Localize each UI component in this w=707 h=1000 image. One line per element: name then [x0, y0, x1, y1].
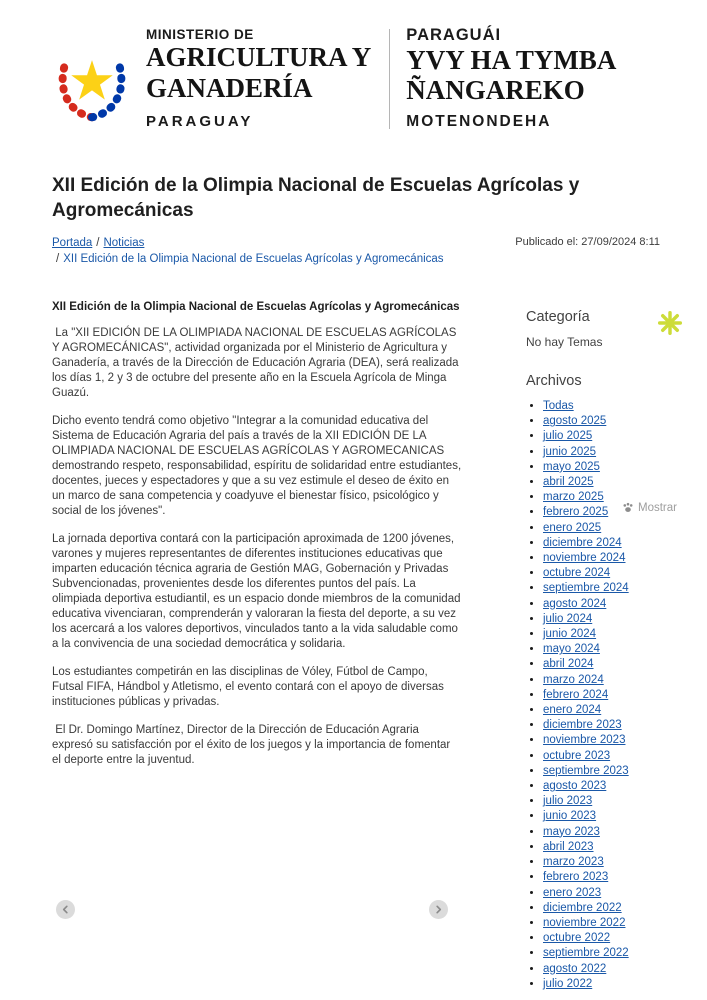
archive-link[interactable]: septiembre 2022: [543, 947, 629, 960]
archive-list-item: [543, 673, 660, 688]
breadcrumb-current: XII Edición de la Olimpia Nacional de Escuelas Agrícolas y Agromecánicas: [63, 253, 444, 265]
archive-link[interactable]: enero 2025: [543, 521, 602, 534]
archive-link[interactable]: noviembre 2022: [543, 916, 626, 929]
archive-link[interactable]: enero 2024: [543, 704, 602, 717]
archive-link[interactable]: agosto 2024: [543, 597, 607, 610]
main-row: [52, 301, 660, 992]
archive-list-item: [543, 901, 660, 916]
show-tooltip: [622, 502, 677, 514]
archive-link[interactable]: enero 2023: [543, 886, 602, 899]
archive-list-item: [543, 657, 660, 672]
breadcrumb-separator: /: [96, 237, 100, 249]
page-title: XII Edición de la Olimpia Nacional de Escuelas Agrícolas y Agromecánicas: [52, 175, 580, 221]
asterisk-icon: [657, 310, 683, 336]
published-date: Publicado el: 27/09/2024 8:11: [515, 236, 660, 248]
chevron-right-icon: [434, 905, 443, 914]
archive-list-item: [543, 399, 660, 414]
archive-link[interactable]: julio 2022: [543, 977, 593, 990]
guarani-line4: MOTENONDEHA: [406, 113, 552, 130]
archive-list-item: [543, 718, 660, 733]
archive-list-item: [543, 764, 660, 779]
archive-link[interactable]: abril 2023: [543, 840, 594, 853]
ministry-line1: MINISTERIO DE: [146, 27, 254, 42]
archive-list-item: [543, 886, 660, 901]
archive-link[interactable]: diciembre 2023: [543, 719, 622, 732]
archive-link[interactable]: agosto 2022: [543, 962, 607, 975]
article-paragraph: Los estudiantes competirán en las disciplinas de Vóley, Fútbol de Campo, Futsal FIFA, Hándbol y Atletismo, el evento contará con el apoyo de diversas instituciones públicas y privadas.: [52, 666, 448, 708]
archive-list-item: [543, 840, 660, 855]
accessibility-widget-button[interactable]: [657, 310, 683, 336]
page-container: [0, 131, 707, 992]
archive-list-item: [543, 551, 660, 566]
archive-link[interactable]: junio 2023: [543, 810, 597, 823]
archive-list-item: [543, 414, 660, 429]
archive-list-item: [543, 946, 660, 961]
archive-link[interactable]: julio 2023: [543, 795, 593, 808]
guarani-name-block: [406, 26, 616, 131]
archive-list-item: [543, 688, 660, 703]
archive-link[interactable]: octubre 2024: [543, 567, 611, 580]
ministry-line2: AGRICULTURA Y: [146, 42, 372, 72]
archives-title: Archivos: [526, 373, 582, 389]
archive-link[interactable]: marzo 2025: [543, 491, 604, 504]
archive-list-item: [543, 627, 660, 642]
archive-link[interactable]: marzo 2023: [543, 856, 604, 869]
archive-list-item: [543, 597, 660, 612]
prev-arrow-button[interactable]: [56, 900, 75, 919]
archive-link[interactable]: diciembre 2024: [543, 536, 622, 549]
archive-list-item: [543, 809, 660, 824]
header-divider: [389, 29, 390, 129]
archive-list-item: [543, 612, 660, 627]
ministry-name-block: [146, 27, 371, 130]
archive-list-item: [543, 825, 660, 840]
archive-list-item: [543, 977, 660, 992]
archive-list-item: [543, 733, 660, 748]
archive-link[interactable]: julio 2025: [543, 430, 593, 443]
carousel-nav: [52, 900, 462, 919]
archive-link[interactable]: octubre 2022: [543, 932, 611, 945]
archive-list: [526, 399, 660, 992]
article-paragraph: La jornada deportiva contará con la participación aproximada de 1200 jóvenes, varones y mujeres representantes de diferentes instituciones educativas que imparten educación técnica agraria de Gestión MAG, Gobernación y Privadas Subvencionadas, provenientes desde los diferentes puntos del país. La olimpiada deportiva estudiantil, es un espacio donde miembros de la comunidad educativa vivenciaran, comprenderán y valoraran la fiesta del deporte, a su vez los acercará a los valores deportivos, vinculados tanto a la vida saludable como a la convivencia de una sociedad democrática y solidaria.: [52, 533, 464, 650]
archive-link[interactable]: junio 2024: [543, 628, 597, 641]
archive-link[interactable]: marzo 2024: [543, 673, 604, 686]
archive-list-item: [543, 794, 660, 809]
article-paragraph: Dicho evento tendrá como objetivo "Integrar a la comunidad educativa del Sistema de Educación Agraria del país a través de la XII EDICIÓN DE LA OLIMPIADA NACIONAL DE ESCUELAS AGRÍCOLAS Y AGROMECANICAS demostrando respeto, responsabilidad, espíritu de solidaridad entre estudiantes, docentes, jueces y espectadores y que a su vez estimule el deseo de éxito en un marco de sana competencia y coadyuve el bienestar físico, psicológico y social de los jóvenes".: [52, 415, 465, 517]
next-arrow-button[interactable]: [429, 900, 448, 919]
ministry-logo[interactable]: [50, 40, 134, 124]
archive-list-item: [543, 445, 660, 460]
archive-link[interactable]: diciembre 2022: [543, 901, 622, 914]
article-body: [52, 326, 465, 768]
archive-list-item: [543, 916, 660, 931]
archive-list-item: [543, 749, 660, 764]
archive-list-item: [543, 931, 660, 946]
archive-list-item: [543, 581, 660, 596]
archive-list-item: [543, 429, 660, 444]
category-empty-text: No hay Temas: [526, 335, 603, 349]
archive-list-item: [543, 962, 660, 977]
archive-list-item: [543, 475, 660, 490]
archive-link[interactable]: febrero 2023: [543, 871, 609, 884]
archive-link[interactable]: abril 2025: [543, 476, 594, 489]
site-header: [0, 0, 707, 131]
archive-link[interactable]: octubre 2023: [543, 749, 611, 762]
coat-of-arms-icon: [50, 40, 134, 124]
archive-link[interactable]: mayo 2023: [543, 825, 600, 838]
archive-link[interactable]: mayo 2024: [543, 643, 600, 656]
archive-list-item: [543, 779, 660, 794]
archive-list-item: [543, 870, 660, 885]
paw-icon: [622, 502, 634, 514]
article: [52, 301, 465, 992]
breadcrumb-section-link[interactable]: Noticias: [103, 237, 145, 249]
archive-list-item: [543, 703, 660, 718]
archive-link[interactable]: noviembre 2023: [543, 734, 626, 747]
archive-link[interactable]: febrero 2024: [543, 688, 609, 701]
guarani-line1: PARAGUÁI: [406, 26, 502, 44]
article-paragraph: La "XII EDICIÓN DE LA OLIMPIADA NACIONAL DE ESCUELAS AGRÍCOLAS Y AGROMECÁNICAS", actividad organizada por el Ministerio de Agricultura y Ganadería, a través de la Dirección de Educación Agraria (DEA), será realizada los días 1, 2 y 3 de octubre del presente año en la Escuela Agrícola de Minga Guazú.: [52, 327, 462, 399]
archive-list-item: [543, 855, 660, 870]
breadcrumb-separator: /: [56, 253, 60, 265]
breadcrumb: [52, 235, 444, 267]
archive-link[interactable]: abril 2024: [543, 658, 594, 671]
sidebar: [462, 301, 660, 992]
guarani-line3: ÑANGAREKO: [406, 75, 585, 105]
breadcrumb-home-link[interactable]: Portada: [52, 237, 93, 249]
archive-link[interactable]: Todas: [543, 400, 574, 412]
show-tooltip-label: Mostrar: [638, 502, 677, 514]
archive-list-item: [543, 521, 660, 536]
archive-list-item: [543, 642, 660, 657]
archive-link[interactable]: septiembre 2024: [543, 582, 629, 595]
ministry-country: PARAGUAY: [146, 113, 254, 130]
archive-list-item: [543, 536, 660, 551]
archive-link[interactable]: septiembre 2023: [543, 764, 629, 777]
archive-link[interactable]: agosto 2025: [543, 415, 607, 428]
archive-list-item: [543, 566, 660, 581]
article-paragraph: El Dr. Domingo Martínez, Director de la Dirección de Educación Agraria expresó su satisfacción por el éxito de los juegos y la importancia de fomentar el deporte entre la juventud.: [52, 724, 454, 766]
category-title: Categoría: [526, 309, 590, 325]
archive-list-item: [543, 460, 660, 475]
archive-link[interactable]: mayo 2025: [543, 460, 600, 473]
article-heading: XII Edición de la Olimpia Nacional de Escuelas Agrícolas y Agromecánicas: [52, 301, 460, 313]
meta-row: [52, 235, 660, 267]
archive-link[interactable]: agosto 2023: [543, 780, 607, 793]
chevron-left-icon: [61, 905, 70, 914]
archive-link[interactable]: noviembre 2024: [543, 552, 626, 565]
guarani-line2: YVY HA TYMBA: [406, 45, 617, 75]
ministry-line3: GANADERÍA: [146, 73, 313, 103]
archive-link[interactable]: febrero 2025: [543, 506, 609, 519]
archive-link[interactable]: julio 2024: [543, 612, 593, 625]
archive-link[interactable]: junio 2025: [543, 445, 597, 458]
